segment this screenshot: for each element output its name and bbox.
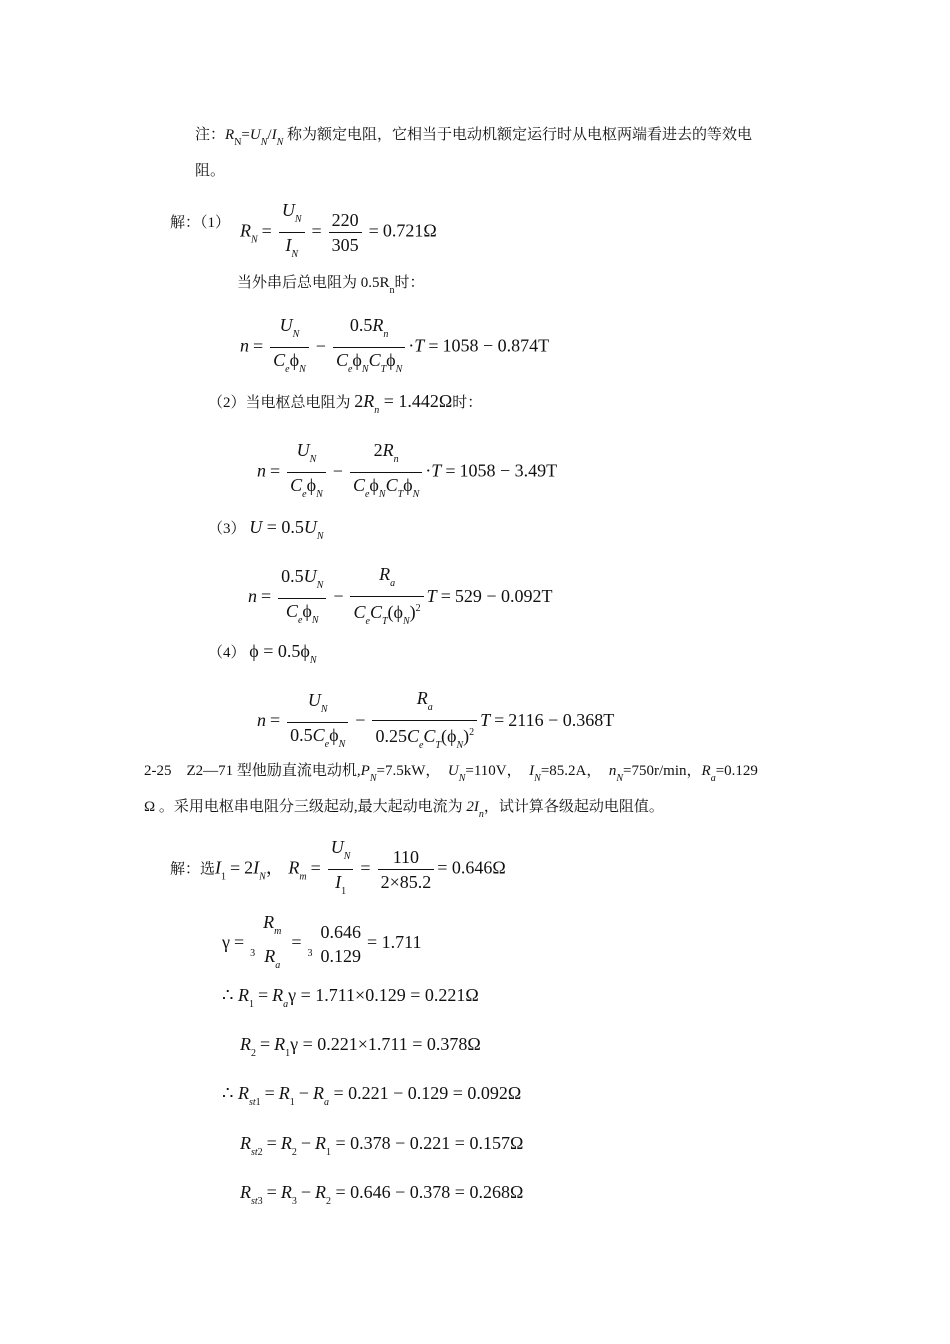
problem-number: 2-25 (144, 763, 172, 779)
sol5-rst2-equation: $R_{st2} = R_2 - R_1 = 0.378 - 0.221 = 0.157\Omega$ (240, 1133, 524, 1158)
sol5-rst1-equation: ∴ $R_{st1} = R_1 - R_a = 0.221 - 0.129 = 0.092\Omega$ (222, 1083, 522, 1108)
sol1-cond: 当外串后总电阻为 0.5R (237, 275, 390, 291)
sol3-eq-result: 529 − 0.092T (454, 586, 553, 607)
sol4-line: （4） $\phi = 0.5\phi_N$ (208, 641, 317, 666)
sol1-value: 0.721Ω (382, 220, 437, 241)
note-prefix: 注： (195, 127, 226, 143)
sol5-r1-equation: ∴ $R_1 = R_a\gamma = 1.711\times 0.129 = 0.221\Omega$ (222, 985, 479, 1010)
sol5-gamma-num: 0.646 (320, 922, 362, 942)
sol1-label: 解：（1） (170, 215, 231, 231)
sol2-end: 时： (452, 395, 483, 411)
problem-un: =110V， (465, 763, 522, 779)
sol1-equation: $R_N$ = $\frac{U_N}{I_N}$ = $\frac{220}{305}$ = 0.721Ω (240, 200, 437, 260)
sol1-condition (237, 272, 425, 302)
sol2-line: （2）当电枢总电阻为 $2R_n = 1.442\Omega$时： (208, 391, 483, 416)
sol3-speed-equation: n = $\frac{0.5U_N}{C_e\phi_N}$ − $\frac{R_a}{C_eC_T(\phi_N)^2}$ T = 529 − 0.092T (248, 564, 553, 627)
sol5-gamma-den: 0.129 (320, 946, 362, 966)
sol5-rst3-equation: $R_{st3} = R_3 - R_2 = 0.646 - 0.378 = 0.268\Omega$ (240, 1182, 524, 1207)
problem-pn: =7.5kW， (376, 763, 441, 779)
sol5-rst2: = 0.378 − 0.221 = 0.157Ω (335, 1133, 524, 1153)
sol1-eq-result: 1058 − 0.874T (442, 335, 550, 356)
problem-line-2: Ω 。采用电枢串电阻分三级起动,最大起动电流为 $2I_n$，试计算各级起动电阻值。 (144, 799, 664, 820)
sol3-line: （3） $U = 0.5U_N$ (208, 517, 324, 542)
sol1-cond-end: 时： (394, 275, 425, 291)
sol1-speed-equation: n = $\frac{U_N}{C_e\phi_N}$ − $\frac{0.5R_n}{C_e\phi_NC_T\phi_N}$ ·T = 1058 − 0.874T (240, 315, 550, 375)
note-text: 称为额定电阻，它相当于电动机额定运行时从电枢两端看进去的等效电 (287, 127, 753, 143)
sol2-speed-equation: n = $\frac{U_N}{C_e\phi_N}$ − $\frac{2R_n}{C_e\phi_NC_T\phi_N}$ ·T = 1058 − 3.49T (257, 440, 558, 500)
sol1-cond-sub: n (389, 285, 395, 296)
sol5-rm-den: 2×85.2 (380, 872, 432, 892)
problem-line1: Z2—71 型他励直流电动机, (186, 763, 361, 779)
sol5-rm-num: 110 (378, 845, 435, 870)
sol5-rm-equation: 解：选$I_1 = 2I_N$， $R_m$ = $\frac{U_N}{I_1}$ = $\frac{110}{2\times 85.2}$ = 0.646Ω (170, 837, 506, 897)
note-continuation: 阻。 (195, 163, 226, 179)
sol5-rst1: = 0.221 − 0.129 = 0.092Ω (333, 1083, 522, 1103)
sol2-val: = 1.442Ω (383, 391, 453, 411)
sol5-gamma-equation: $\gamma =_3$ $R_m$ $R_a$ $=_3$ 0.646 0.129 = 1.711 (222, 912, 422, 971)
problem-line2-end: ，试计算各级起动电阻值。 (483, 799, 664, 815)
sol1-den: 305 (331, 235, 359, 255)
problem-nn: =750r/min， (623, 763, 702, 779)
problem-in: =85.2A， (540, 763, 602, 779)
sol5-r2: = 0.221×1.711 = 0.378Ω (302, 1034, 481, 1054)
sol5-r1: = 1.711×0.129 = 0.221Ω (300, 985, 479, 1005)
sol5-gamma-val: = 1.711 (367, 932, 422, 953)
sol4-label: （4） (208, 645, 246, 661)
problem-line2: Ω 。采用电枢串电阻分三级起动,最大起动电流为 (144, 799, 463, 815)
sol2-eq-result: 1058 − 3.49T (459, 460, 558, 481)
sol4-eq-result: 2116 − 0.368T (508, 710, 615, 731)
problem-ra: =0.129 (715, 763, 758, 779)
sol3-label: （3） (208, 521, 246, 537)
sol5-r2-equation: $R_2 = R_1\gamma = 0.221\times 1.711 = 0.378\Omega$ (240, 1034, 481, 1059)
sol4-speed-equation: n = $\frac{U_N}{0.5C_e\phi_N}$ − $\frac{R_a}{0.25C_eC_T(\phi_N)^2}$ T = 2116 − 0.368T (257, 688, 615, 751)
sol5-rst3: = 0.646 − 0.378 = 0.268Ω (335, 1182, 524, 1202)
sol2-label: （2）当电枢总电阻为 (208, 395, 351, 411)
sol5-label: 解：选 (170, 861, 216, 878)
sol5-rm-val: = 0.646Ω (437, 857, 506, 878)
note-line: 注：$R_N=U_N/I_N$ 称为额定电阻，它相当于电动机额定运行时从电枢两端看进去的等效电 (195, 127, 753, 148)
sol1-num: 220 (329, 208, 362, 233)
problem-line-1: 2-25 Z2—71 型他励直流电动机$,P_N=7.5kW$， $U_N=110V$， $I_N=85.2A$， $n_N=750r/\min$，$R_a=0.129$ (144, 763, 758, 784)
